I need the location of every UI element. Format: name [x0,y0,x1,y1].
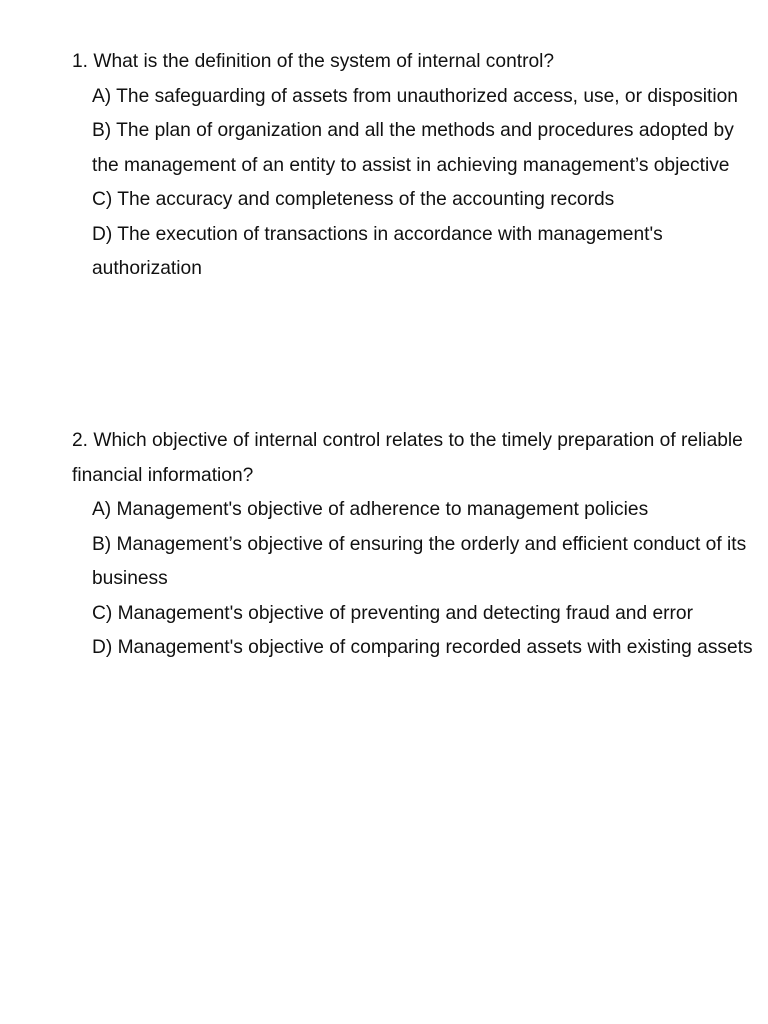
question-1-option-b: B) The plan of organization and all the methods and procedures adopted by the management of an entity to assist in achieving management’s objective [92,120,734,176]
question-1-option-d: D) The execution of transactions in accordance with management's authorization [92,223,663,279]
question-2-options [72,493,762,666]
question-2 [72,424,762,666]
question-2-option-c: C) Management's objective of preventing and detecting fraud and error [92,602,693,624]
question-1-options [72,80,762,287]
question-1-option-a: A) The safeguarding of assets from unauthorized access, use, or disposition [92,85,738,107]
question-1 [72,45,762,287]
question-2-option-d: D) Management's objective of comparing recorded assets with existing assets [92,637,753,658]
question-2-option-a: A) Management's objective of adherence to management policies [92,499,649,520]
question-1-stem: 1. What is the definition of the system of internal control? [72,51,555,72]
question-2-option-b: B) Management’s objective of ensuring the orderly and efficient conduct of its business [92,533,747,589]
question-1-option-c: C) The accuracy and completeness of the accounting records [92,189,615,210]
question-2-stem: 2. Which objective of internal control relates to the timely preparation of reliable financial information? [72,430,743,486]
